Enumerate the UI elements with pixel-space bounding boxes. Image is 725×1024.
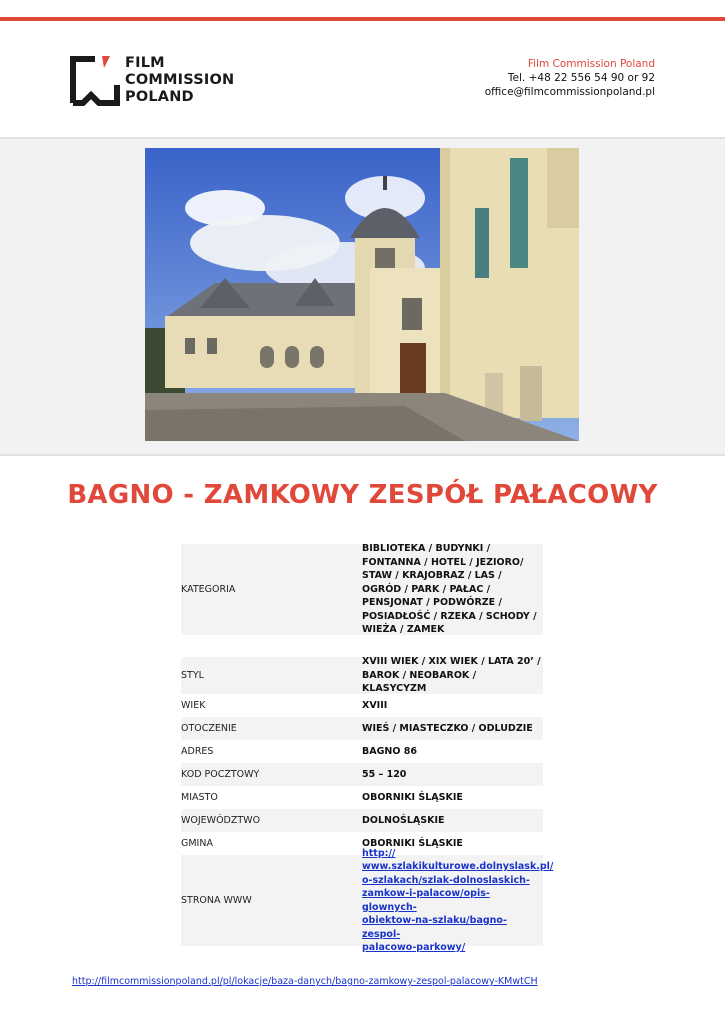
detail-value: OBORNIKI ŚLĄSKIE xyxy=(362,791,463,803)
detail-row-strona-www xyxy=(181,847,554,953)
detail-value: OBORNIKI ŚLĄSKIE xyxy=(362,837,463,849)
website-link-line: o-szlakach/szlak-dolnoslaskich- xyxy=(362,874,530,886)
org-name: Film Commission Poland xyxy=(527,58,655,70)
detail-row-kod-pocztowy xyxy=(181,763,543,786)
detail-row-styl xyxy=(181,657,543,694)
detail-label: MIASTO xyxy=(181,791,218,803)
detail-label: WIEK xyxy=(181,699,206,711)
logo-line-3: POLAND xyxy=(125,89,194,105)
detail-row-kategoria xyxy=(181,544,543,635)
top-accent-bar xyxy=(0,17,725,21)
detail-label: OTOCZENIE xyxy=(181,722,237,734)
footer xyxy=(72,976,538,987)
detail-value: 55 – 120 xyxy=(362,768,407,780)
page-url-link[interactable]: http://filmcommissionpoland.pl/pl/lokacje/baza-danych/bagno-zamkowy-zespol-palacowy-KMwtCH xyxy=(72,976,538,987)
detail-row-wiek xyxy=(181,694,543,717)
detail-label: WOJEWÓDZTWO xyxy=(181,814,261,826)
detail-row-miasto xyxy=(181,786,543,809)
website-link-line: zamkow-i-palacow/opis-glownych- xyxy=(362,888,490,913)
phone-number: Tel. +48 22 556 54 90 or 92 xyxy=(507,72,655,84)
palace-photo-image xyxy=(145,148,579,441)
detail-label: ADRES xyxy=(181,745,214,757)
detail-row-wojewodztwo xyxy=(181,809,543,832)
detail-label: STYL xyxy=(181,669,204,681)
detail-value: WIEŚ / MIASTECZKO / ODLUDZIE xyxy=(362,722,533,734)
detail-value: BIBLIOTEKA / BUDYNKI / FONTANNA / HOTEL / JEZIORO/ STAW / KRAJOBRAZ / LAS / OGRÓD / PARK / PAŁAC / PENSJONAT / PODWÓRZE / POSIADŁOŚĆ / RZEKA / SCHODY / WIEŻA / ZAMEK xyxy=(362,543,537,636)
website-link-line: www.szlakikulturowe.dolnyslask.pl/ xyxy=(362,861,554,872)
email-address: office@filmcommissionpoland.pl xyxy=(484,86,655,98)
detail-value: DOLNOŚLĄSKIE xyxy=(362,814,445,826)
film-commission-logo[interactable] xyxy=(69,55,239,109)
detail-label: KATEGORIA xyxy=(181,583,236,595)
website-link-line: palacowo-parkowy/ xyxy=(362,942,466,953)
website-link-line: http:// xyxy=(362,847,396,859)
contact-block xyxy=(485,57,655,99)
logo-line-1: FILM xyxy=(125,55,165,71)
logo-line-2: COMMISSION xyxy=(125,72,235,88)
page-title: BAGNO - ZAMKOWY ZESPÓŁ PAŁACOWY xyxy=(67,480,658,510)
logo-wordmark xyxy=(125,55,245,106)
detail-label: GMINA xyxy=(181,837,213,849)
detail-row-otoczenie xyxy=(181,717,543,740)
detail-value: XVIII xyxy=(362,699,388,711)
location-details-table xyxy=(181,543,554,953)
logo-frame-icon xyxy=(69,55,121,107)
website-link-line: obiektow-na-szlaku/bagno-zespol- xyxy=(362,915,507,940)
location-photo xyxy=(145,148,579,441)
website-link[interactable] xyxy=(362,848,553,954)
detail-value: BAGNO 86 xyxy=(362,745,417,757)
band-bottom-divider xyxy=(0,454,725,456)
detail-label: KOD POCZTOWY xyxy=(181,768,260,780)
detail-row-adres xyxy=(181,740,543,763)
detail-value xyxy=(362,843,554,959)
detail-value: XVIII WIEK / XIX WIEK / LATA 20’ / BAROK / NEOBAROK / KLASYCYZM xyxy=(362,656,541,695)
detail-label: STRONA WWW xyxy=(181,894,252,906)
